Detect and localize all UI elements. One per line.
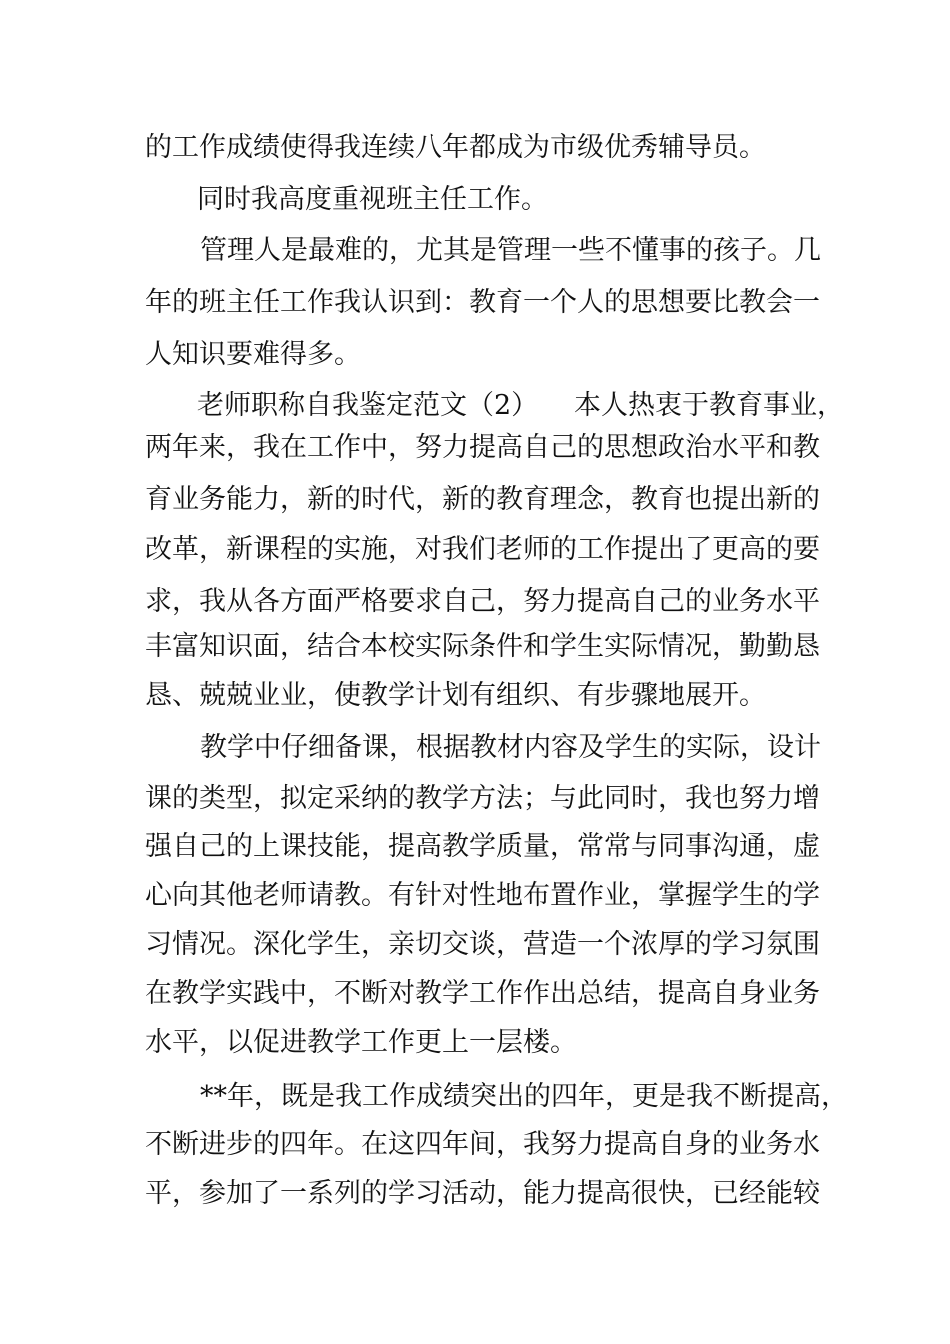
text-line: 丰富知识面，结合本校实际条件和学生实际情况，勤勤恳: [145, 631, 820, 662]
text-line: 不断进步的四年。在这四年间，我努力提高自身的业务水: [145, 1129, 820, 1160]
text-line: **年，既是我工作成绩突出的四年，更是我不断提高，: [200, 1081, 848, 1112]
text-line: 年的班主任工作我认识到：教育一个人的思想要比教会一: [145, 287, 820, 318]
text-line: 水平，以促进教学工作更上一层楼。: [145, 1027, 577, 1058]
text-line: 两年来，我在工作中，努力提高自己的思想政治水平和教: [145, 432, 820, 463]
text-line: 恳、兢兢业业，使教学计划有组织、有步骤地展开。: [145, 680, 766, 711]
text-line: 同时我高度重视班主任工作。: [197, 184, 548, 215]
text-line: 课的类型，拟定采纳的教学方法；与此同时，我也努力增: [145, 783, 820, 814]
text-line: 在教学实践中，不断对教学工作作出总结，提高自身业务: [145, 978, 820, 1009]
text-line: 心向其他老师请教。有针对性地布置作业，掌握学生的学: [145, 880, 820, 911]
text-line: 习情况。深化学生，亲切交谈，营造一个浓厚的学习氛围: [145, 929, 820, 960]
text-line: 人知识要难得多。: [145, 339, 361, 370]
text-line: 改革，新课程的实施，对我们老师的工作提出了更高的要: [145, 534, 820, 565]
text-line: 强自己的上课技能，提高教学质量，常常与同事沟通，虚: [145, 831, 820, 862]
text-line: 老师职称自我鉴定范文（2） 本人热衷于教育事业，: [197, 390, 844, 421]
text-line: 育业务能力，新的时代，新的教育理念，教育也提出新的: [145, 484, 820, 515]
text-line: 管理人是最难的，尤其是管理一些不懂事的孩子。几: [200, 235, 821, 266]
text-line: 求，我从各方面严格要求自己，努力提高自己的业务水平: [145, 586, 820, 617]
text-line: 的工作成绩使得我连续八年都成为市级优秀辅导员。: [145, 132, 766, 163]
text-line: 平，参加了一系列的学习活动，能力提高很快，已经能较: [145, 1178, 820, 1209]
text-line: 教学中仔细备课，根据教材内容及学生的实际，设计: [200, 732, 821, 763]
